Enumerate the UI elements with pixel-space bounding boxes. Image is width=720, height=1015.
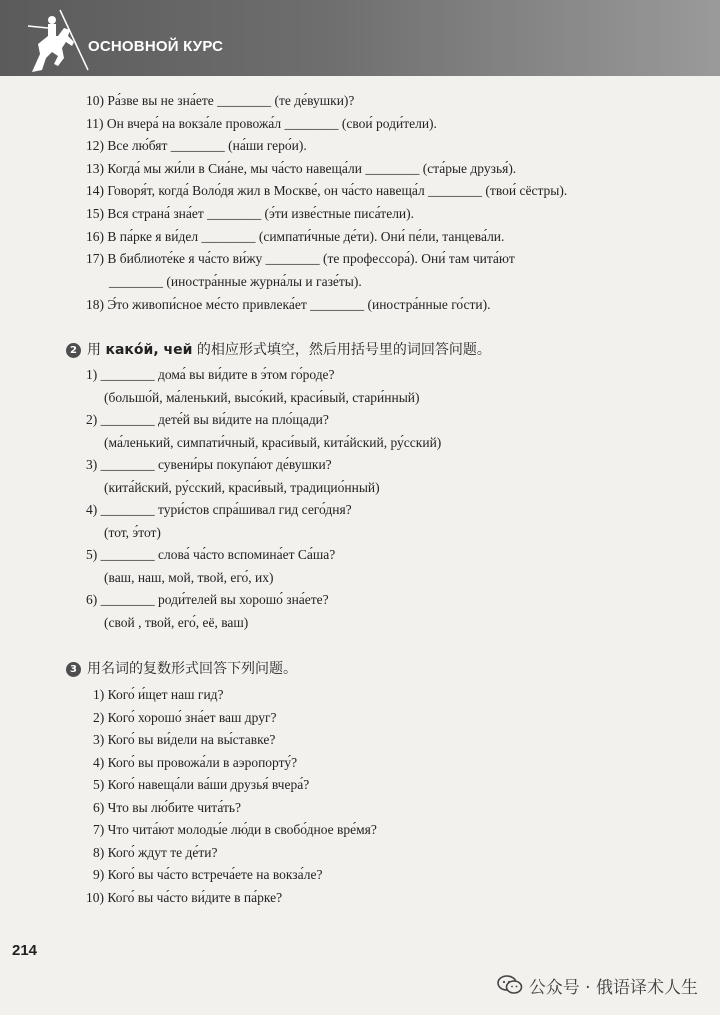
exercise-line: 18) Э́то живопи́сное ме́сто привлека́ет ________ (иностра́нные го́сти). — [86, 297, 491, 312]
question-line: 3) ________ сувени́ры покупа́ют де́вушки? — [86, 457, 332, 472]
section-2-title — [66, 341, 491, 359]
exercise-line: 13) Когда́ мы жи́ли в Сиа́не, мы ча́сто навеща́ли ________ (ста́рые друзья́). — [86, 161, 517, 176]
wechat-watermark — [497, 973, 698, 997]
question-line: 4) Кого́ вы провожа́ли в аэропорту́? — [93, 755, 298, 770]
exercise-line: 15) Вся страна́ зна́ет ________ (э́ти изве́стные писа́тели). — [86, 206, 415, 221]
question-line: 6) ________ роди́телей вы хорошо́ зна́ете? — [86, 592, 329, 607]
section-2-title-suffix: 的相应形式填空，然后用括号里的词回答问题。 — [192, 342, 491, 358]
section-3-title — [66, 660, 297, 678]
question-line: 3) Кого́ вы ви́дели на вы́ставке? — [93, 732, 276, 747]
question-line: 6) Что вы лю́бите чита́ть? — [93, 800, 242, 815]
options-line: (свой , твой, его́, её, ваш) — [104, 615, 249, 630]
question-line: 5) ________ слова́ ча́сто вспомина́ет Са́ша? — [86, 547, 336, 562]
exercise-line: 17) В библиоте́ке я ча́сто ви́жу ________ (те профессора́). Они́ там чита́ют — [86, 251, 515, 266]
section-2-title-prefix: 用 — [87, 342, 106, 358]
exercise-line: ________ (иностра́нные журна́лы и газе́ты). — [109, 274, 362, 289]
course-title: ОСНОВНОЙ КУРС — [88, 38, 224, 55]
options-line: (ваш, наш, мой, твой, его́, их) — [104, 570, 274, 585]
question-line: 1) ________ дома́ вы ви́дите в э́том го́роде? — [86, 367, 335, 382]
question-line: 2) ________ дете́й вы ви́дите на пло́щади? — [86, 412, 329, 427]
exercise-line: 10) Ра́зве вы не зна́ете ________ (те де́вушки)? — [86, 93, 355, 108]
wechat-icon — [497, 975, 523, 995]
question-line: 7) Что чита́ют молоды́е лю́ди в свобо́дное вре́мя? — [93, 822, 377, 837]
section-number-badge: 2 — [66, 343, 81, 358]
question-line: 5) Кого́ навеща́ли ва́ши друзья́ вчера́? — [93, 777, 310, 792]
page-header-banner — [0, 0, 720, 76]
section-3-title-text: 用名词的复数形式回答下列问题。 — [87, 661, 297, 677]
section-2-title-keywords: како́й, чей — [105, 342, 193, 358]
section-number-badge: 3 — [66, 662, 81, 677]
watermark-text: 公众号 · 俄语译术人生 — [528, 977, 698, 998]
question-line: 8) Кого́ ждут те де́ти? — [93, 845, 218, 860]
options-line: (кита́йский, ру́сский, краси́вый, традицио́нный) — [104, 480, 380, 495]
question-line: 9) Кого́ вы ча́сто встреча́ете на вокза́ле? — [93, 867, 323, 882]
options-line: (тот, э́тот) — [104, 525, 161, 540]
exercise-line: 12) Все лю́бят ________ (на́ши геро́и). — [86, 138, 307, 153]
question-line: 10) Кого́ вы ча́сто ви́дите в па́рке? — [86, 890, 283, 905]
page-number: 214 — [12, 942, 38, 959]
exercise-line: 14) Говоря́т, когда́ Воло́дя жил в Москве́, он ча́сто навеща́л ________ (твои́ сёстры). — [86, 183, 568, 198]
options-line: (большо́й, ма́ленький, высо́кий, краси́вый, стари́нный) — [104, 390, 420, 405]
options-line: (ма́ленький, симпати́чный, краси́вый, кита́йский, ру́сский) — [104, 435, 442, 450]
question-line: 2) Кого́ хорошо́ зна́ет ваш друг? — [93, 710, 277, 725]
exercise-line: 16) В па́рке я ви́дел ________ (симпати́чные де́ти). Они́ пе́ли, танцева́ли. — [86, 229, 505, 244]
question-line: 4) ________ тури́стов спра́шивал гид сего́дня? — [86, 502, 352, 517]
question-line: 1) Кого́ и́щет наш гид? — [93, 687, 224, 702]
horse-rider-icon — [18, 6, 98, 76]
exercise-line: 11) Он вчера́ на вокза́ле провожа́л ________ (свои́ роди́тели). — [86, 116, 437, 131]
